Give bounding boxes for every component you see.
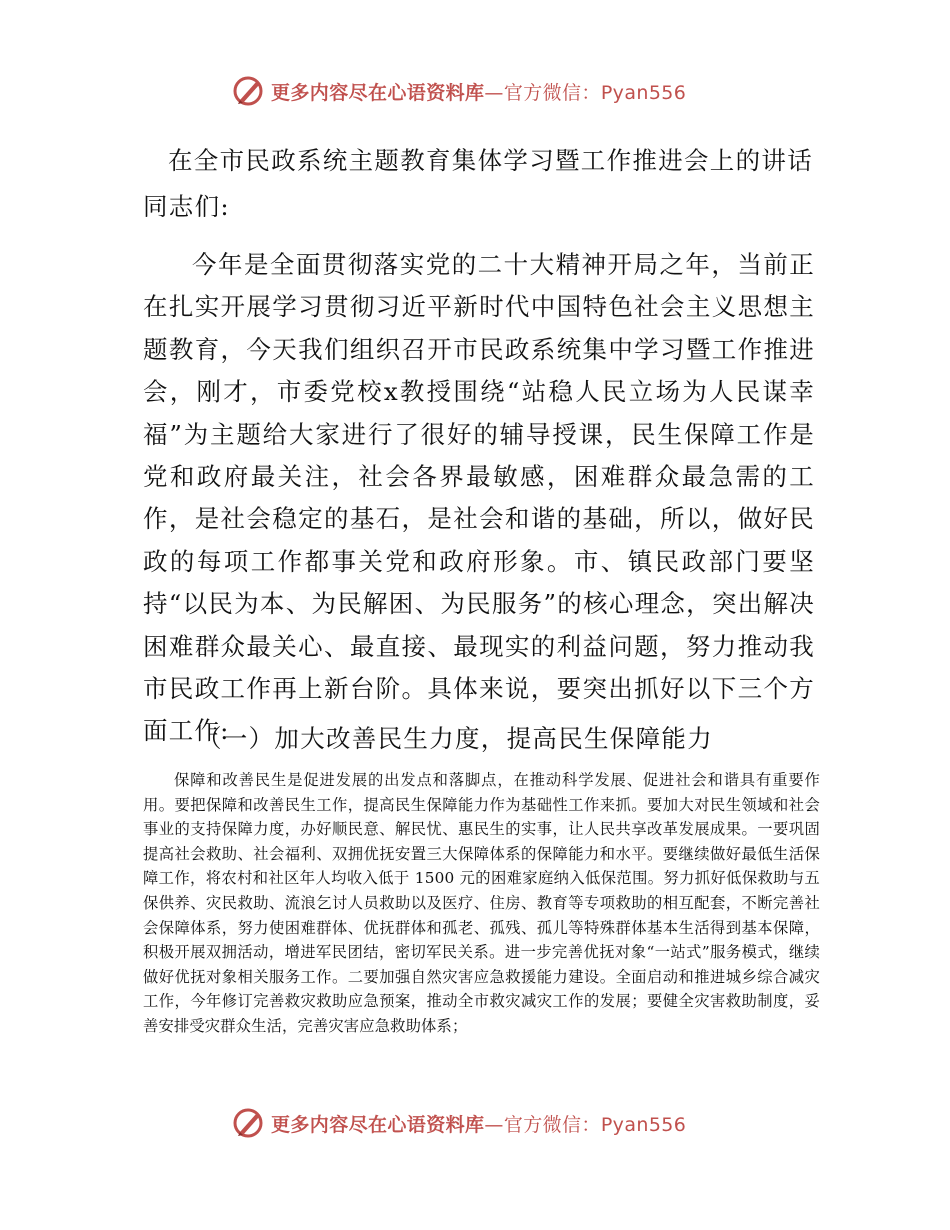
footer-banner	[231, 1104, 686, 1142]
pen-logo-icon	[231, 1106, 265, 1140]
banner-wechat-id: Pyan556	[600, 1113, 687, 1136]
section-heading: （一）加大改善民生力度，提高民生保障能力	[197, 724, 713, 753]
body-paragraph: 保障和改善民生是促进发展的出发点和落脚点，在推动科学发展、促进社会和谐具有重要作用。要把保障和改善民生工作，提高民生保障能力作为基础性工作来抓。要加大对民生领域和社会事业的支持保障力度，办好顺民意、解民忧、惠民生的实事，让人民共享改革发展成果。一要巩固提高社会救助、社会福利、双拥优抚安置三大保障体系的保障能力和水平。要继续做好最低生活保障工作，将农村和社区年人均收入低于 1500 元的困难家庭纳入低保范围。努力抓好低保救助与五保供养、灾民救助、流浪乞讨人员救助以及医疗、住房、教育等专项救助的相互配套，不断完善社会保障体系，努力使困难群体、优抚群体和孤老、孤残、孤儿等特殊群体基本生活得到基本保障，积极开展双拥活动，增进军民团结，密切军民关系。进一步完善优抚对象“一站式”服务模式，继续做好优抚对象相关服务工作。二要加强自然灾害应急救援能力建设。全面启动和推进城乡综合减灾工作，今年修订完善救灾救助应急预案，推动全市救灾减灾工作的发展；要健全灾害救助制度，妥善安排受灾群众生活，完善灾害应急救助体系；	[143, 771, 820, 1035]
banner-wechat-label: 官方微信：	[503, 1113, 601, 1136]
pen-logo-icon	[231, 74, 265, 108]
salutation: 同志们:	[143, 192, 230, 221]
banner-dash: —	[484, 1113, 504, 1136]
intro-paragraph: 今年是全面贯彻落实党的二十大精神开局之年，当前正在扎实开展学习贯彻习近平新时代中国特色社会主义思想主题教育，今天我们组织召开市民政系统集中学习暨工作推进会，刚才，市委党校x教授围绕“站稳人民立场为人民谋幸福”为主题给大家进行了很好的辅导授课，民生保障工作是党和政府最关注，社会各界最敏感，困难群众最急需的工作，是社会稳定的基石，是社会和谐的基础，所以，做好民政的每项工作都事关党和政府形象。市、镇民政部门要坚持“以民为本、为民解困、为民服务”的核心理念，突出解决困难群众最关心、最直接、最现实的利益问题，努力推动我市民政工作再上新台阶。具体来说，要突出抓好以下三个方面工作:	[143, 250, 815, 746]
banner-main-text: 更多内容尽在心语资料库	[271, 81, 485, 104]
document-title: 在全市民政系统主题教育集体学习暨工作推进会上的讲话	[168, 146, 813, 175]
banner-dash: —	[484, 81, 504, 104]
banner-wechat-id: Pyan556	[600, 81, 687, 104]
banner-main-text: 更多内容尽在心语资料库	[271, 1113, 485, 1136]
header-banner	[231, 72, 686, 110]
banner-wechat-label: 官方微信：	[503, 81, 601, 104]
